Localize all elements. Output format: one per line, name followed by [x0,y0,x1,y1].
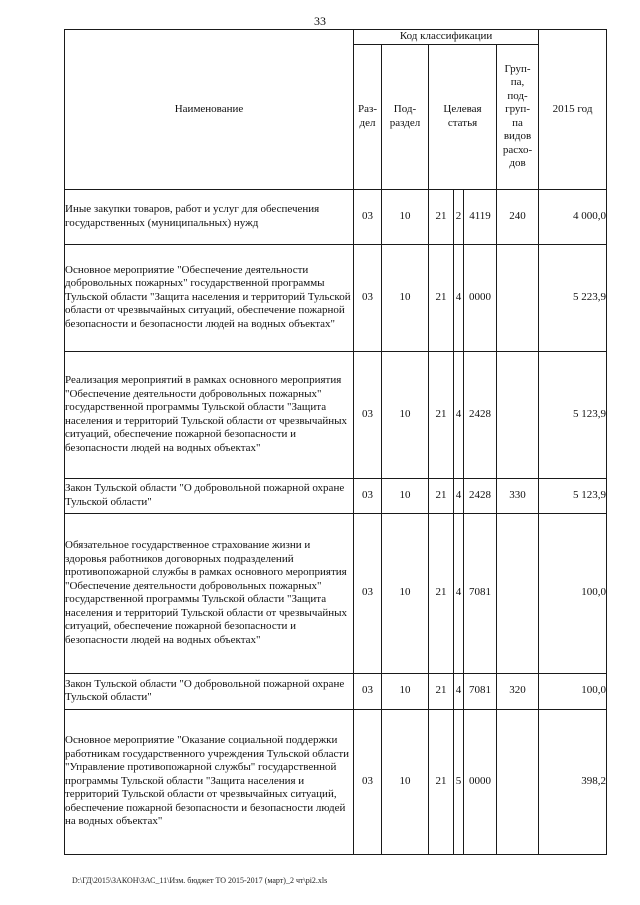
row-podrazdel: 10 [382,673,429,709]
row-razdel: 03 [354,351,382,478]
row-razdel: 03 [354,709,382,854]
row-target-direction: 0000 [464,709,497,854]
table-row [65,189,607,244]
row-target-subprogram: 4 [454,513,464,673]
table-body [65,189,607,854]
row-name: Реализация мероприятий в рамках основного мероприятия "Обеспечение деятельности добровольных пожарных" государственной программы Тульской области "Защита населения и территорий Тульской области от чрезвычайных ситуаций, обеспечение пожарной безопасности и безопасности людей на водных объектах" [65,351,354,478]
row-name: Иные закупки товаров, работ и услуг для обеспечения государственных (муниципальных) нужд [65,189,354,244]
table-row [65,478,607,513]
row-target-subprogram: 4 [454,673,464,709]
row-target-direction: 0000 [464,244,497,351]
table-row [65,673,607,709]
row-target-program: 21 [429,351,454,478]
row-amount: 4 000,0 [539,189,607,244]
row-podrazdel: 10 [382,478,429,513]
row-amount: 5 123,9 [539,351,607,478]
row-target-direction: 2428 [464,478,497,513]
row-name: Обязательное государственное страхование жизни и здоровья работников договорных подразделений противопожарной службы в рамках основного мероприятия "Обеспечение деятельности добровольных пожарных" государственной программы Тульской области "Защита населения и территорий Тульской области от чрезвычайных ситуаций, обеспечение пожарной безопасности и безопасности людей на водных объектах" [65,513,354,673]
row-target-subprogram: 4 [454,478,464,513]
row-target-subprogram: 5 [454,709,464,854]
table-row [65,351,607,478]
row-podrazdel: 10 [382,513,429,673]
row-podrazdel: 10 [382,709,429,854]
row-podrazdel: 10 [382,351,429,478]
table-row [65,513,607,673]
row-expense-type: 320 [497,673,539,709]
row-name: Закон Тульской области "О добровольной пожарной охране Тульской области" [65,673,354,709]
header-year: 2015 год [539,30,607,190]
header-expense-group: Груп- па, под- груп- па видов расхо- дов [497,44,539,189]
row-amount: 100,0 [539,673,607,709]
row-target-direction: 7081 [464,673,497,709]
footer-file-path: D:\ГД\2015\ЗАКОН\ЗАС_11\Изм. бюджет ТО 2015-2017 (март)_2 чт\рі2.xls [72,876,328,885]
row-amount: 100,0 [539,513,607,673]
row-target-direction: 4119 [464,189,497,244]
header-subsection: Под- раздел [382,44,429,189]
row-expense-type [497,709,539,854]
row-expense-type [497,351,539,478]
header-name: Наименование [65,30,354,190]
row-razdel: 03 [354,673,382,709]
table-header [65,30,607,190]
row-razdel: 03 [354,244,382,351]
row-razdel: 03 [354,513,382,673]
row-target-program: 21 [429,478,454,513]
row-target-direction: 7081 [464,513,497,673]
row-name: Основное мероприятие "Оказание социальной поддержки работникам государственного учреждения Тульской области "Управление противопожарной службы" государственной программы Тульской области "Защита населения и территорий Тульской области от чрезвычайных ситуаций, обеспечение пожарной безопасности и безопасности людей на водных объектах" [65,709,354,854]
row-target-subprogram: 4 [454,244,464,351]
row-expense-type [497,513,539,673]
row-podrazdel: 10 [382,189,429,244]
row-expense-type: 330 [497,478,539,513]
row-name: Закон Тульской области "О добровольной пожарной охране Тульской области" [65,478,354,513]
row-target-program: 21 [429,244,454,351]
row-target-program: 21 [429,189,454,244]
row-target-direction: 2428 [464,351,497,478]
budget-table [64,29,607,855]
row-target-subprogram: 2 [454,189,464,244]
row-target-program: 21 [429,709,454,854]
row-target-program: 21 [429,513,454,673]
row-expense-type: 240 [497,189,539,244]
row-amount: 5 123,9 [539,478,607,513]
row-amount: 5 223,9 [539,244,607,351]
header-target-article: Целевая статья [429,44,497,189]
page-number: 33 [314,14,326,28]
header-code: Код классификации [354,30,539,45]
table-row [65,244,607,351]
row-amount: 398,2 [539,709,607,854]
row-name: Основное мероприятие "Обеспечение деятельности добровольных пожарных" государственной программы Тульской области "Защита населения и территорий Тульской области от чрезвычайных ситуаций, обеспечение пожарной безопасности и безопасности людей на водных объектах" [65,244,354,351]
row-expense-type [497,244,539,351]
table-row [65,709,607,854]
row-target-program: 21 [429,673,454,709]
row-razdel: 03 [354,478,382,513]
row-razdel: 03 [354,189,382,244]
header-section: Раз- дел [354,44,382,189]
row-target-subprogram: 4 [454,351,464,478]
row-podrazdel: 10 [382,244,429,351]
